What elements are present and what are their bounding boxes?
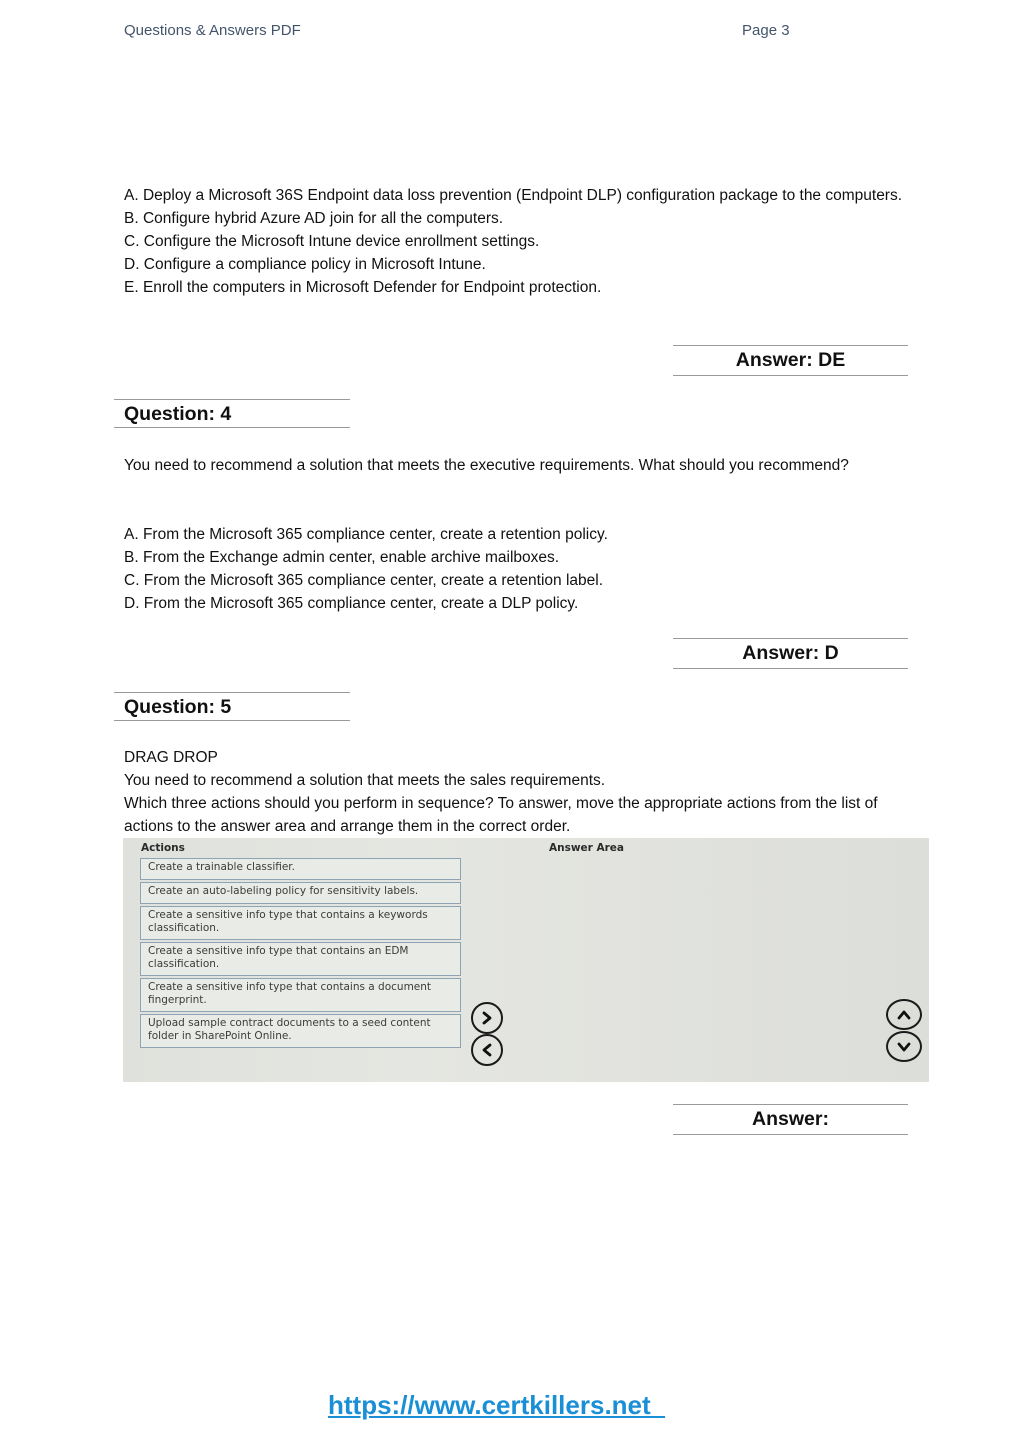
action-item[interactable]: Create a sensitive info type that contains an EDM classification. <box>140 942 461 976</box>
chevron-left-icon <box>479 1042 495 1058</box>
document-header-title: Questions & Answers PDF <box>124 22 301 39</box>
option-d: D. From the Microsoft 365 compliance center, create a DLP policy. <box>124 595 579 612</box>
option-c: C. From the Microsoft 365 compliance center, create a retention label. <box>124 572 604 589</box>
chevron-up-icon <box>896 1007 912 1023</box>
action-item[interactable]: Create a trainable classifier. <box>140 858 461 880</box>
question-5-heading: Question: 5 <box>114 692 350 721</box>
action-item[interactable]: Create an auto-labeling policy for sensitivity labels. <box>140 882 461 904</box>
question-3-options <box>124 184 904 299</box>
option-e: E. Enroll the computers in Microsoft Defender for Endpoint protection. <box>124 279 602 296</box>
question-4-heading: Question: 4 <box>114 399 350 428</box>
actions-label: Actions <box>141 842 185 854</box>
option-a: A. From the Microsoft 365 compliance center, create a retention policy. <box>124 526 608 543</box>
move-down-button[interactable] <box>886 1031 922 1062</box>
footer-website-link[interactable]: https://www.certkillers.net <box>328 1390 666 1420</box>
question-4-prompt: You need to recommend a solution that meets the executive requirements. What should you recommend? <box>124 457 849 474</box>
answer-4: Answer: D <box>673 638 908 669</box>
option-a: A. Deploy a Microsoft 36S Endpoint data loss prevention (Endpoint DLP) configuration package to the computers. <box>124 187 903 204</box>
question-type: DRAG DROP <box>124 749 218 766</box>
chevron-down-icon <box>896 1039 912 1055</box>
question-4-options <box>124 523 904 615</box>
prompt-line-2: Which three actions should you perform in sequence? To answer, move the appropriate actions from the list of actions to the answer area and arrange them in the correct order. <box>124 795 878 835</box>
question-5-prompt <box>124 746 904 838</box>
answer-3: Answer: DE <box>673 345 908 376</box>
prompt-line-1: You need to recommend a solution that meets the sales requirements. <box>124 772 606 789</box>
move-up-button[interactable] <box>886 999 922 1030</box>
option-c: C. Configure the Microsoft Intune device enrollment settings. <box>124 233 540 250</box>
chevron-right-icon <box>479 1010 495 1026</box>
option-b: B. Configure hybrid Azure AD join for all the computers. <box>124 210 504 227</box>
option-d: D. Configure a compliance policy in Microsoft Intune. <box>124 256 486 273</box>
answer-5: Answer: <box>673 1104 908 1135</box>
page-number: Page 3 <box>742 22 790 39</box>
action-item[interactable]: Upload sample contract documents to a seed content folder in SharePoint Online. <box>140 1014 461 1048</box>
move-right-button[interactable] <box>471 1002 503 1034</box>
answer-area-dropzone[interactable] <box>553 860 883 1070</box>
answer-area-label: Answer Area <box>549 842 625 854</box>
move-left-button[interactable] <box>471 1034 503 1066</box>
action-item[interactable]: Create a sensitive info type that contains a document fingerprint. <box>140 978 461 1012</box>
option-b: B. From the Exchange admin center, enable archive mailboxes. <box>124 549 560 566</box>
action-item[interactable]: Create a sensitive info type that contains a keywords classification. <box>140 906 461 940</box>
drag-drop-panel <box>123 838 929 1082</box>
